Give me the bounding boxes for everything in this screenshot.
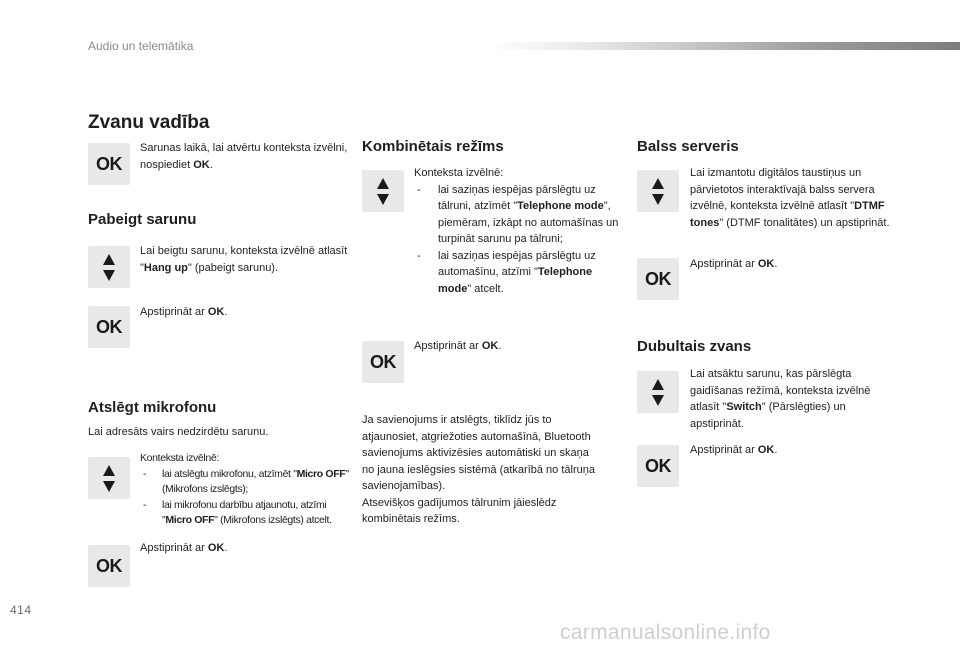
- ok-key-icon: OK: [637, 258, 679, 300]
- list-item: - lai atslēgtu mikrofonu, atzīmēt "Micro OFF" (Mikrofons izslēgts);: [140, 467, 350, 498]
- combined-option-list: [414, 182, 624, 298]
- header-bar: [490, 42, 960, 50]
- confirm-text: Apstiprināt ar OK.: [414, 340, 502, 352]
- page-number: 414: [10, 603, 32, 617]
- mute-intro-text: Lai adresāts vairs nedzirdētu sarunu.: [88, 426, 269, 438]
- list-item: - lai mikrofonu darbību atjaunotu, atzīmi "Micro OFF" (Mikrofons izslēgts) atcelt.: [140, 498, 350, 529]
- confirm-text: Apstiprināt ar OK.: [140, 542, 228, 554]
- arrow-up-icon: [103, 254, 115, 265]
- combined-mode-text: Konteksta izvēlnē: - lai saziņas iespējas pārslēgtu uz tālruni, atzīmēt "Telephone mode", piemēram, izkāpt no automašīnas un turpināt sarunu pa tālruni; - lai saziņas iespējas pārslēgtu uz automašīnu, atzīmi "Telephone mode" atcelt.: [414, 165, 624, 297]
- arrow-down-icon: [103, 481, 115, 492]
- arrow-up-icon: [377, 178, 389, 189]
- mute-menu-text: Konteksta izvēlnē: - lai atslēgtu mikrofonu, atzīmēt "Micro OFF" (Mikrofons izslēgts); - lai mikrofonu darbību atjaunotu, atzīmi "Micro OFF" (Mikrofons izslēgts) atcelt.: [140, 451, 350, 529]
- double-call-text: Lai atsāktu sarunu, kas pārslēgta gaidīšanas režīmā, konteksta izvēlnē atlasīt "Switch" (Pārslēgties) un apstiprināt.: [690, 368, 871, 430]
- up-down-key-icon: [88, 246, 130, 288]
- end-call-text: Lai beigtu sarunu, konteksta izvēlnē atlasīt "Hang up" (pabeigt sarunu).: [140, 245, 348, 274]
- arrow-down-icon: [103, 270, 115, 281]
- page-heading: Zvanu vadība: [88, 112, 210, 133]
- confirm-text: Apstiprināt ar OK.: [140, 306, 228, 318]
- up-down-key-icon: [637, 371, 679, 413]
- mute-option-list: [140, 467, 350, 529]
- list-item: - lai saziņas iespējas pārslēgtu uz tālruni, atzīmēt "Telephone mode", piemēram, izkāpt no automašīnas un turpināt sarunu pa tālruni;: [414, 182, 624, 248]
- mute-heading: Atslēgt mikrofonu: [88, 399, 217, 416]
- arrow-down-icon: [377, 194, 389, 205]
- voice-server-heading: Balss serveris: [637, 138, 739, 155]
- double-call-heading: Dubultais zvans: [637, 338, 752, 355]
- ok-key-icon: OK: [362, 341, 404, 383]
- arrow-up-icon: [652, 379, 664, 390]
- watermark-text: carmanualsonline.info: [560, 621, 771, 644]
- end-call-heading: Pabeigt sarunu: [88, 211, 197, 228]
- reconnect-note: Ja savienojums ir atslēgts, tiklīdz jūs to atjaunosiet, atgriežoties automašīnā, Bluetooth savienojums aktivizēsies automātiski un skaņa no jauna ieslēgsies sistēmā (atkarībā no tālruņa savienojamības). Atsevišķos gadījumos tālrunim jāieslēdz kombinētais režīms.: [362, 414, 595, 525]
- voice-server-text: Lai izmantotu digitālos taustiņus un pārvietotos interaktīvajā balss servera izvēlnē, konteksta izvēlnē atlasīt "DTMF tones" (DTMF tonalitātes) un apstiprināt.: [690, 167, 890, 229]
- ok-key-icon: OK: [88, 306, 130, 348]
- call-intro-text: Sarunas laikā, lai atvērtu konteksta izvēlni, nospiediet OK.: [140, 142, 348, 171]
- arrow-up-icon: [652, 178, 664, 189]
- ok-key-icon: OK: [88, 545, 130, 587]
- up-down-key-icon: [637, 170, 679, 212]
- combined-mode-heading: Kombinētais režīms: [362, 138, 504, 155]
- arrow-up-icon: [103, 465, 115, 476]
- list-item: - lai saziņas iespējas pārslēgtu uz automašīnu, atzīmi "Telephone mode" atcelt.: [414, 248, 624, 298]
- ok-key-icon: OK: [637, 445, 679, 487]
- up-down-key-icon: [362, 170, 404, 212]
- confirm-text: Apstiprināt ar OK.: [690, 444, 778, 456]
- header-title: Audio un telemātika: [88, 39, 194, 53]
- arrow-down-icon: [652, 395, 664, 406]
- arrow-down-icon: [652, 194, 664, 205]
- confirm-text: Apstiprināt ar OK.: [690, 258, 778, 270]
- ok-key-icon: [88, 143, 130, 185]
- ok-key-label: OK: [96, 153, 122, 174]
- up-down-key-icon: [88, 457, 130, 499]
